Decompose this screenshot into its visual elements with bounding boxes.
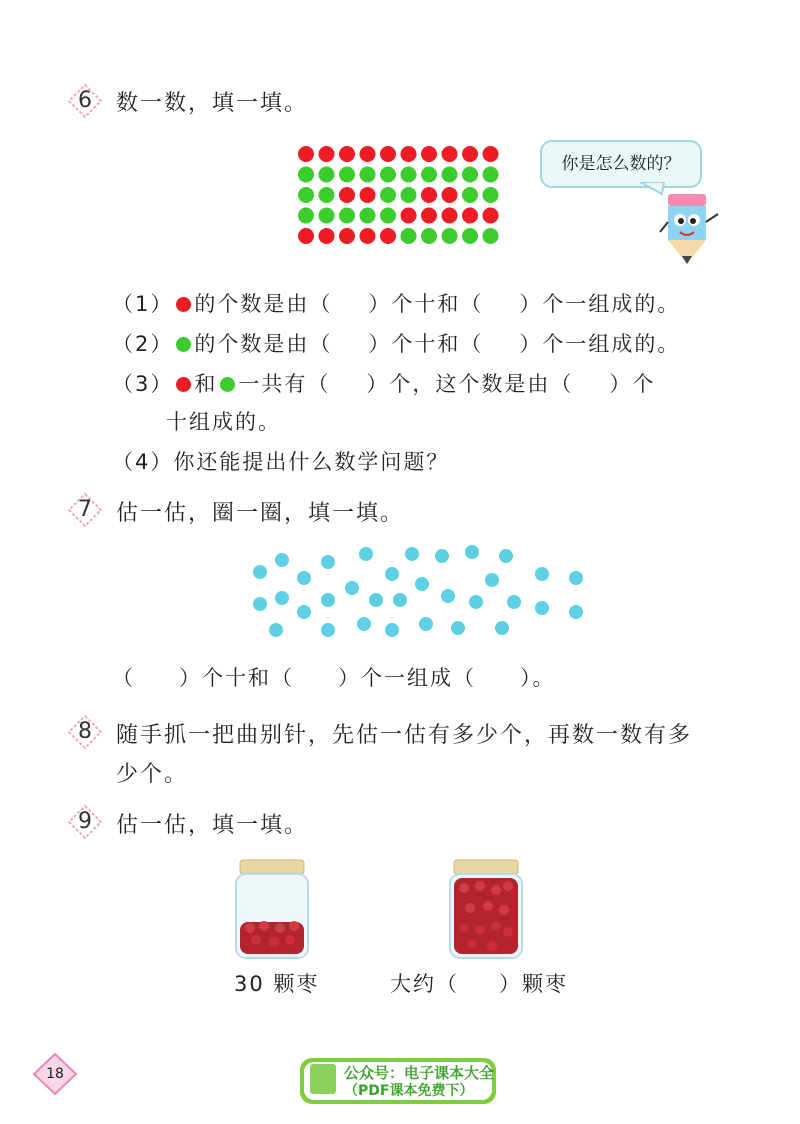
red-dot [319, 146, 335, 162]
green-dot [360, 167, 376, 183]
red-dot [298, 228, 314, 244]
green-dot [442, 167, 458, 183]
blue-dot [275, 591, 289, 605]
green-dot [298, 167, 314, 183]
red-dot [339, 146, 355, 162]
green-dot [483, 187, 499, 203]
speech-text: 你是怎么数的？ [561, 154, 681, 174]
blue-dot [485, 573, 499, 587]
question-8-line-1: 随手抓一把曲别针，先估一估有多少个，再数一数有多 [116, 723, 693, 748]
green-dot [298, 187, 314, 203]
red-dot [380, 146, 396, 162]
blue-dot [415, 577, 429, 591]
question-6-number: 6 [78, 88, 92, 113]
question-8-number: 8 [78, 719, 92, 744]
blue-dot [495, 621, 509, 635]
green-dot [380, 208, 396, 224]
watermark-logo [300, 1058, 496, 1104]
green-dot [380, 167, 396, 183]
green-dot [442, 228, 458, 244]
q6-part-2-num: （2） [112, 332, 174, 356]
green-dot [462, 167, 478, 183]
blue-dot [535, 567, 549, 581]
blue-dot [253, 597, 267, 611]
blue-dot [393, 593, 407, 607]
jar-2-label [390, 968, 568, 998]
blue-dot [321, 555, 335, 569]
question-9-number: 9 [78, 809, 92, 834]
q6-part-3-continued: 十组成的。 [166, 410, 281, 434]
logo-line-1: 公众号：电子课本大全 [344, 1064, 495, 1082]
question-7-title: 估一估，圈一圈，填一填。 [116, 501, 405, 526]
book-icon [310, 1064, 336, 1094]
blue-dot [441, 589, 455, 603]
green-dot [483, 167, 499, 183]
blue-dot [253, 565, 267, 579]
question-6-badge [68, 84, 102, 118]
q6-part-3-text-a: 一共有（ [238, 372, 331, 396]
q6-part-1 [112, 288, 680, 318]
green-dot [319, 187, 335, 203]
question-7-number: 7 [78, 497, 92, 522]
red-dot [442, 208, 458, 224]
jar-2-label-a: 大约（ [390, 972, 459, 996]
q6-part-2-text-b: ）个十和（ [368, 332, 484, 356]
blue-dot [405, 547, 419, 561]
green-dot [298, 208, 314, 224]
blue-dot [297, 571, 311, 585]
blue-dot [385, 623, 399, 637]
blue-dot [321, 593, 335, 607]
green-dot [421, 228, 437, 244]
question-9-badge [68, 805, 102, 839]
blue-dot [499, 549, 513, 563]
jar-small-icon [232, 858, 312, 962]
red-dot [298, 146, 314, 162]
red-dot [339, 187, 355, 203]
red-dot [360, 228, 376, 244]
red-dot-icon [176, 297, 191, 312]
page-number-badge [30, 1052, 80, 1096]
green-dot [360, 208, 376, 224]
pencil-mascot-icon [658, 192, 722, 272]
question-7-badge [68, 493, 102, 527]
question-8-line-2: 少个。 [116, 762, 189, 787]
green-dot-icon [220, 377, 235, 392]
red-dot [401, 208, 417, 224]
question-6-title: 数一数，填一填。 [116, 91, 309, 116]
jar-1-label: 30 颗枣 [234, 972, 320, 996]
jar-full-icon [446, 858, 526, 962]
jar-2-label-b: ）颗枣 [499, 972, 568, 996]
red-dot [462, 146, 478, 162]
green-dot [339, 167, 355, 183]
blue-dot [359, 547, 373, 561]
blue-dot [269, 623, 283, 637]
red-dot [360, 146, 376, 162]
q6-part-1-text-b: ）个十和（ [368, 292, 484, 316]
blue-dot [357, 617, 371, 631]
red-dot [483, 208, 499, 224]
q7-text-a: （ [112, 666, 135, 690]
q6-part-4: （4）你还能提出什么数学问题？ [112, 450, 450, 474]
red-dot [462, 208, 478, 224]
speech-bubble [540, 140, 702, 188]
blue-dot [419, 617, 433, 631]
blue-dot [435, 549, 449, 563]
q6-part-1-text-a: 的个数是由（ [194, 292, 333, 316]
green-dot-icon [176, 337, 191, 352]
q6-part-1-num: （1） [112, 292, 174, 316]
blue-dot [465, 545, 479, 559]
red-dot [421, 187, 437, 203]
blue-dot [569, 571, 583, 585]
red-dot-icon [176, 377, 191, 392]
blue-dot [469, 595, 483, 609]
green-dot [421, 167, 437, 183]
q6-part-3-and: 和 [194, 372, 218, 396]
green-dot [339, 208, 355, 224]
q6-part-1-text-c: ）个一组成的。 [519, 292, 681, 316]
q6-part-2-text-c: ）个一组成的。 [519, 332, 681, 356]
red-dot [421, 208, 437, 224]
red-dot [442, 146, 458, 162]
blue-dot [275, 553, 289, 567]
red-dot [442, 187, 458, 203]
q7-text-b: ）个十和（ [179, 666, 294, 690]
red-dot [401, 146, 417, 162]
green-dot [319, 167, 335, 183]
q6-part-3-text-b: ）个，这个数是由（ [366, 372, 574, 396]
q6-part-3 [112, 368, 655, 398]
blue-dot-scatter [240, 540, 600, 644]
blue-dot [345, 581, 359, 595]
green-dot [462, 187, 478, 203]
logo-line-2: （PDF课本免费下） [344, 1083, 474, 1099]
red-dot [483, 146, 499, 162]
blue-dot [451, 621, 465, 635]
green-dot [380, 187, 396, 203]
question-8-badge [68, 715, 102, 749]
q6-part-2-text-a: 的个数是由（ [194, 332, 333, 356]
blue-dot [369, 593, 383, 607]
q6-part-2 [112, 328, 680, 358]
q7-text-d: ）。 [520, 666, 556, 690]
blue-dot [569, 605, 583, 619]
green-dot [401, 228, 417, 244]
q7-text-c: ）个一组成（ [338, 666, 476, 690]
blue-dot [535, 601, 549, 615]
green-dot [483, 228, 499, 244]
dot-grid [296, 144, 506, 246]
red-dot [339, 228, 355, 244]
red-dot [360, 187, 376, 203]
green-dot [401, 167, 417, 183]
blue-dot [507, 595, 521, 609]
red-dot [380, 228, 396, 244]
question-9-title: 估一估，填一填。 [116, 813, 309, 838]
red-dot [421, 146, 437, 162]
green-dot [319, 208, 335, 224]
green-dot [462, 228, 478, 244]
blue-dot [321, 623, 335, 637]
blue-dot [385, 567, 399, 581]
red-dot [319, 228, 335, 244]
q6-part-3-text-c: ）个 [609, 372, 656, 396]
q6-part-3-num: （3） [112, 372, 174, 396]
q7-answer-line [112, 662, 556, 692]
green-dot [401, 187, 417, 203]
blue-dot [297, 605, 311, 619]
page-number: 18 [46, 1066, 64, 1082]
